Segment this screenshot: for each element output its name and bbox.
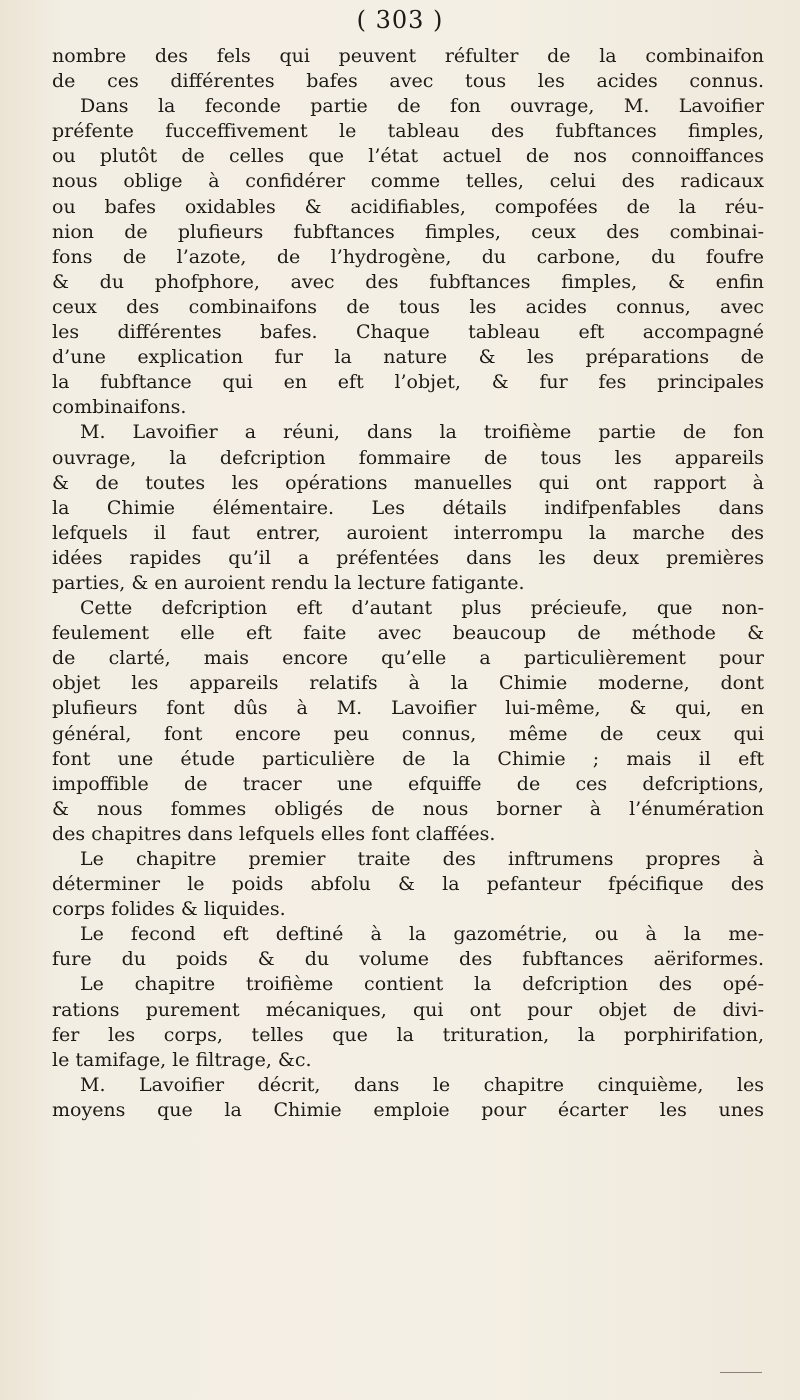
text-line: déterminer le poids abfolu & la pefanteur fpécifique des bbox=[52, 873, 764, 896]
page-number-header: ( 303 ) bbox=[356, 6, 444, 34]
text-line: Le chapitre troifième contient la defcription des opé- bbox=[80, 973, 764, 996]
body-text bbox=[52, 44, 764, 1123]
text-line: fure du poids & du volume des fubftances aëriformes. bbox=[52, 948, 764, 971]
text-line: feulement elle eft faite avec beaucoup de méthode & bbox=[52, 622, 764, 645]
text-line: M. Lavoifier décrit, dans le chapitre cinquième, les bbox=[80, 1073, 764, 1096]
text-line: idées rapides qu’il a préfentées dans les deux premières bbox=[52, 546, 764, 569]
text-line: d’une explication fur la nature & les préparations de bbox=[52, 346, 764, 369]
text-line: & du phofphore, avec des fubftances fimples, & enfin bbox=[52, 270, 764, 293]
text-line: & de toutes les opérations manuelles qui ont rapport à bbox=[52, 471, 764, 494]
text-line: corps folides & liquides. bbox=[52, 898, 286, 921]
text-line: lefquels il faut entrer, auroient interrompu la marche des bbox=[52, 521, 764, 544]
text-line: ceux des combinaifons de tous les acides connus, avec bbox=[52, 295, 764, 318]
text-line: les différentes bafes. Chaque tableau eft accompagné bbox=[52, 321, 764, 344]
text-line: parties, & en auroient rendu la lecture fatigante. bbox=[52, 571, 525, 594]
text-line: & nous fommes obligés de nous borner à l’énumération bbox=[52, 797, 764, 820]
text-line: moyens que la Chimie emploie pour écarter les unes bbox=[52, 1098, 764, 1121]
text-line: le tamifage, le filtrage, &c. bbox=[52, 1048, 312, 1071]
text-line: ouvrage, la defcription fommaire de tous les appareils bbox=[52, 446, 764, 469]
text-line: ou bafes oxidables & acidifiables, compofées de la réu- bbox=[52, 195, 764, 218]
text-line: ou plutôt de celles que l’état actuel de nos connoiffances bbox=[52, 145, 764, 168]
text-line: Cette defcription eft d’autant plus précieufe, que non- bbox=[80, 597, 764, 620]
text-line: objet les appareils relatifs à la Chimie moderne, dont bbox=[52, 672, 764, 695]
text-line: Le chapitre premier traite des inftrumens propres à bbox=[80, 848, 764, 870]
text-line: combinaifons. bbox=[52, 396, 187, 419]
text-line: fer les corps, telles que la trituration, la porphirifation, bbox=[52, 1023, 764, 1046]
text-line: général, font encore peu connus, même de ceux qui bbox=[52, 722, 764, 745]
catchword-rule bbox=[720, 1372, 762, 1373]
text-line: Le fecond eft deftiné à la gazométrie, ou à la me- bbox=[80, 923, 764, 946]
text-line: rations purement mécaniques, qui ont pour objet de divi- bbox=[52, 998, 764, 1021]
text-line: nous oblige à confidérer comme telles, celui des radicaux bbox=[52, 170, 764, 193]
text-line: préfente fucceffivement le tableau des fubftances fimples, bbox=[52, 120, 764, 143]
text-line: impoffible de tracer une efquiffe de ces defcriptions, bbox=[52, 772, 764, 795]
text-line: de ces différentes bafes avec tous les acides connus. bbox=[52, 70, 764, 93]
text-line: nombre des fels qui peuvent réfulter de la combinaifon bbox=[52, 45, 764, 67]
text-line: la Chimie élémentaire. Les détails indifpenfables dans bbox=[52, 496, 764, 519]
text-line: M. Lavoifier a réuni, dans la troifième partie de fon bbox=[80, 421, 764, 444]
text-line: la fubftance qui en eft l’objet, & fur fes principales bbox=[52, 371, 764, 394]
text-line: font une étude particulière de la Chimie ; mais il eft bbox=[52, 747, 764, 770]
text-line: plufieurs font dûs à M. Lavoifier lui-même, & qui, en bbox=[52, 697, 764, 720]
text-line: nion de plufieurs fubftances fimples, ceux des combinai- bbox=[52, 220, 764, 243]
text-line: de clarté, mais encore qu’elle a particulièrement pour bbox=[52, 647, 764, 670]
text-line: fons de l’azote, de l’hydrogène, du carbone, du foufre bbox=[52, 245, 764, 268]
text-line: Dans la feconde partie de fon ouvrage, M. Lavoifier bbox=[80, 95, 764, 118]
text-line: des chapitres dans lefquels elles font claffées. bbox=[52, 822, 496, 845]
